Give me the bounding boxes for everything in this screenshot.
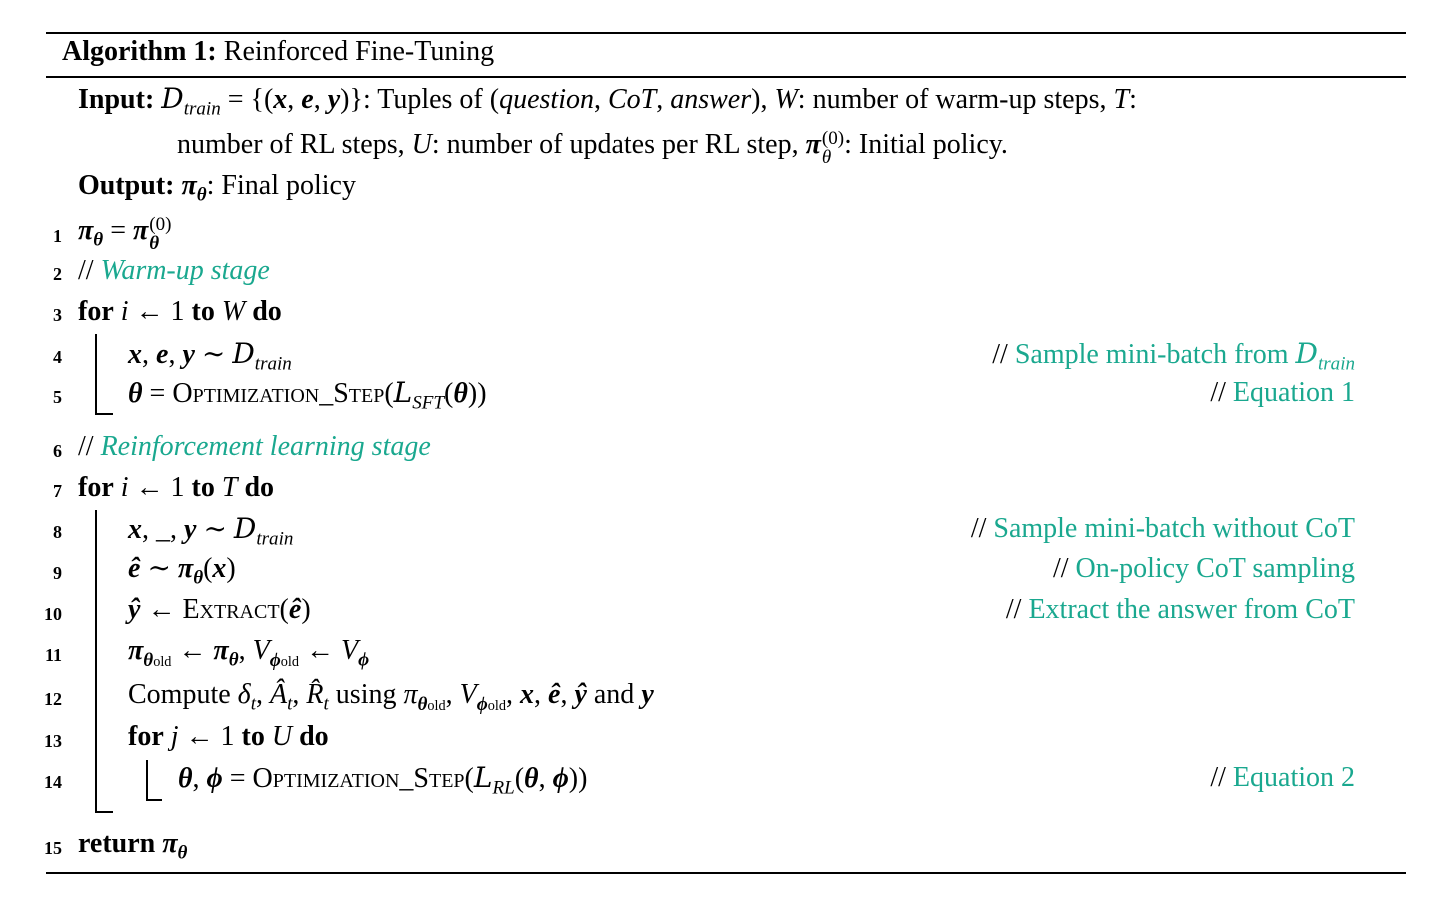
inner-block-bar-end <box>146 799 162 801</box>
input-line-1: Input: $D_{train} = \{(x$, e, y)}: Tuples of (question, CoT, answer), W: number of warm-up steps, T: <box>78 82 1137 120</box>
algorithm-title <box>62 36 494 68</box>
line-2: // Warm-up stage <box>78 255 270 286</box>
comment-line-5: // Equation 1 <box>1210 377 1355 408</box>
line-number: 7 <box>53 481 62 501</box>
line-number: 15 <box>44 838 62 858</box>
input-label: Input: <box>78 84 155 115</box>
block-bar-end <box>95 413 113 415</box>
inner-block-bar <box>146 760 148 800</box>
line-number: 12 <box>44 689 62 709</box>
warmup-comment: Warm-up stage <box>100 255 270 286</box>
block-bar <box>95 510 97 812</box>
line-number: 11 <box>44 645 62 665</box>
line-number: 8 <box>53 522 62 542</box>
output-line: Output: $\pi_\theta$: Final policy <box>78 170 356 206</box>
line-14: θ, $\phi = Optimization\_Step(L_{RL}(\theta$, ϕ)) <box>178 761 588 799</box>
line-8: x, _, y ∼ $D_{train}$ <box>128 512 294 550</box>
line-number: 10 <box>44 604 62 624</box>
line-number: 2 <box>53 264 62 284</box>
comment-line-10: // Extract the answer from CoT <box>1005 594 1355 625</box>
comment-line-4: // Sample mini-batch from $D_{train}$ <box>992 337 1355 375</box>
line-number: 9 <box>53 563 62 583</box>
output-label: Output: <box>78 170 175 201</box>
line-1: $\pi_\theta = \pi$ (0) θ <box>78 214 172 255</box>
line-7: for i ← 1 to T do <box>78 472 275 503</box>
line-6: // Reinforcement learning stage <box>78 431 431 462</box>
block-bar-end <box>95 811 113 813</box>
rl-comment: Reinforcement learning stage <box>100 431 431 462</box>
line-number: 6 <box>53 441 62 461</box>
input-line-2: number of RL steps, U: number of updates per RL step, π (0) θ : Initial policy. <box>177 128 1008 169</box>
comment-line-8: // Sample mini-batch without CoT <box>970 513 1355 544</box>
line-15: return $\pi_\theta$ <box>78 828 188 864</box>
line-9: ê ∼ $\pi_\theta(x)$ <box>128 553 236 589</box>
block-bar <box>95 334 97 414</box>
line-3: for i ← 1 to W do <box>78 296 282 327</box>
algorithm-label: Algorithm 1: <box>62 36 217 67</box>
line-number: 13 <box>44 731 62 751</box>
line-number: 1 <box>53 226 62 246</box>
line-11: $\pi_{\theta old}$ ← $\pi_\theta$, $V_{\phi old}$ ← $V_\phi$ <box>128 635 370 671</box>
line-number: 14 <box>44 772 62 792</box>
line-number: 4 <box>53 347 62 367</box>
line-5: $\theta = Optimization\_Step(L_{SFT}(\theta))$ <box>128 376 487 414</box>
line-12: Compute $\delta_t$, $Â_t$, $R̂_t$ using $\pi_{\theta old}$, $V_{\phi old}$, x, ê, ŷ and y <box>128 679 654 715</box>
line-10: ŷ ← Extract(ê) <box>128 594 311 625</box>
comment-line-9: // On-policy CoT sampling <box>1052 553 1355 584</box>
comment-line-14: // Equation 2 <box>1210 762 1355 793</box>
top-rule <box>46 32 1406 34</box>
line-number: 5 <box>53 387 62 407</box>
bottom-rule <box>46 872 1406 874</box>
header-rule <box>46 76 1406 78</box>
line-4: x, e, y ∼ $D_{train}$ <box>128 337 292 375</box>
line-number: 3 <box>53 305 62 325</box>
algorithm-name: Reinforced Fine-Tuning <box>223 36 495 67</box>
line-13: for j ← 1 to U do <box>128 721 329 752</box>
